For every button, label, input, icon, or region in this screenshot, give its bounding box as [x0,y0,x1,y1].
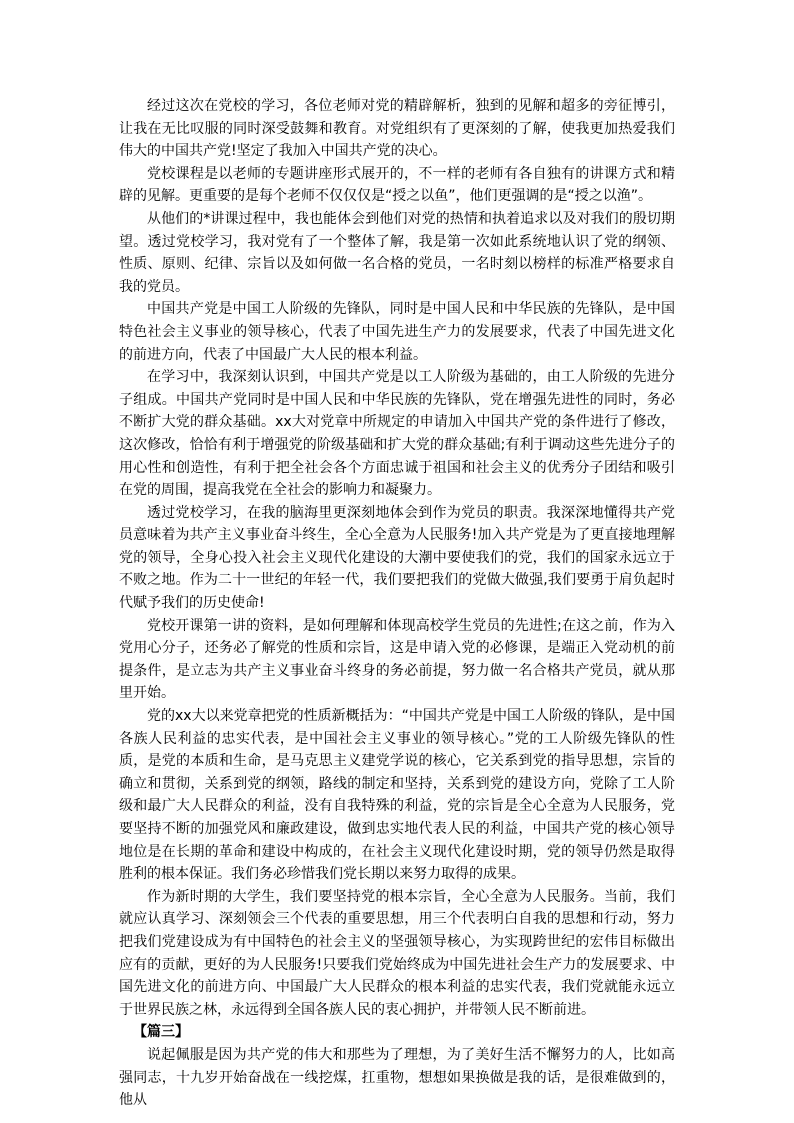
document-body [119,95,675,1112]
paragraph: 党的xx大以来党章把党的性质新概括为：“中国共产党是中国工人阶级的锋队，是中国各族人民利益的忠实代表，是中国社会主义事业的领导核心。”党的工人阶级先锋队的性质，是党的本质和生命，是马克思主义建党学说的核心，它关系到党的指导思想，宗旨的确立和贯彻，关系到党的纲领，路线的制定和坚持，关系到党的建设方向，党除了工人阶级和最广大人民群众的利益，没有自我特殊的利益，党的宗旨是全心全意为人民服务，党要坚持不断的加强党风和廉政建设，做到忠实地代表人民的利益，中国共产党的核心领导地位是在长期的革命和建设中构成的，在社会主义现代化建设时期，党的领导仍然是取得胜利的根本保证。我们务必珍惜我们党长期以来努力取得的成果。 [119,708,675,883]
paragraph: 透过党校学习，在我的脑海里更深刻地体会到作为党员的职责。我深深地懂得共产党员意味着为共产主义事业奋斗终生，全心全意为人民服务!加入共产党是为了更直接地理解党的领导，全身心投入社会主义现代化建设的大潮中要使我们的党，我们的国家永远立于不败之地。作为二十一世纪的年轻一代，我们要把我们的党做大做强,我们要勇于肩负起时代赋予我们的历史使命! [119,504,675,612]
paragraph: 中国共产党是中国工人阶级的先锋队，同时是中国人民和中华民族的先锋队，是中国特色社会主义事业的领导核心，代表了中国先进生产力的发展要求，代表了中国先进文化的前进方向，代表了中国最广大人民的根本利益。 [119,301,675,363]
paragraph: 说起佩服是因为共产党的伟大和那些为了理想，为了美好生活不懈努力的人，比如高强同志，十九岁开始奋战在一线挖煤，扛重物，想想如果换做是我的话，是很难做到的，他从 [119,1046,675,1109]
paragraph: 在学习中，我深刻认识到，中国共产党是以工人阶级为基础的，由工人阶级的先进分子组成。中国共产党同时是中国人民和中华民族的先锋队，党在增强先进性的同时，务必不断扩大党的群众基础。xx大对党章中所规定的申请加入中国共产党的条件进行了修改，这次修改，恰恰有利于增强党的阶级基础和扩大党的群众基础;有利于调动这些先进分子的用心性和创造性，有利于把全社会各个方面忠诚于祖国和社会主义的优秀分子团结和吸引在党的周围，提高我党在全社会的影响力和凝聚力。 [119,369,675,499]
paragraph: 党校开课第一讲的资料，是如何理解和体现高校学生党员的先进性;在这之前，作为入党用心分子，还务必了解党的性质和宗旨，这是申请入党的必修课，是端正入党动机的前提条件，是立志为共产主义事业奋斗终身的务必前提，努力做一名合格共产党员，就从那里开始。 [119,617,675,702]
paragraph: 党校课程是以老师的专题讲座形式展开的，不一样的老师有各自独有的讲课方式和精辟的见解。更重要的是每个老师不仅仅仅是“授之以鱼”，他们更强调的是“授之以渔”。 [119,165,675,205]
paragraph: 经过这次在党校的学习，各位老师对党的精辟解析，独到的见解和超多的旁征博引，让我在无比叹服的同时深受鼓舞和教育。对党组织有了更深刻的了解，使我更加热爱我们伟大的中国共产党!坚定了我加入中国共产党的决心。 [119,98,675,160]
paragraph: 作为新时期的大学生，我们要坚持党的根本宗旨，全心全意为人民服务。当前，我们就应认真学习、深刻领会三个代表的重要思想，用三个代表明白自我的思想和行动，努力把我们党建设成为有中国特色的社会主义的坚强领导核心，为实现跨世纪的宏伟目标做出应有的贡献，更好的为人民服务!只要我们党始终成为中国先进社会生产力的发展要求、中国先进文化的前进方向、中国最广大人民群众的根本利益的忠实代表，我们党就能永远立于世界民族之林，永远得到全国各族人民的衷心拥护，并带领人民不断前进。 [119,888,675,1018]
paragraph: 从他们的*讲课过程中，我也能体会到他们对党的热情和执着追求以及对我们的殷切期望。透过党校学习，我对党有了一个整体了解，我是第一次如此系统地认识了党的纲领、性质、原则、纪律、宗旨以及如何做一名合格的党员，一名时刻以榜样的标准严格要求自我的党员。 [119,210,675,295]
section-heading: 【篇三】 [133,1024,189,1041]
